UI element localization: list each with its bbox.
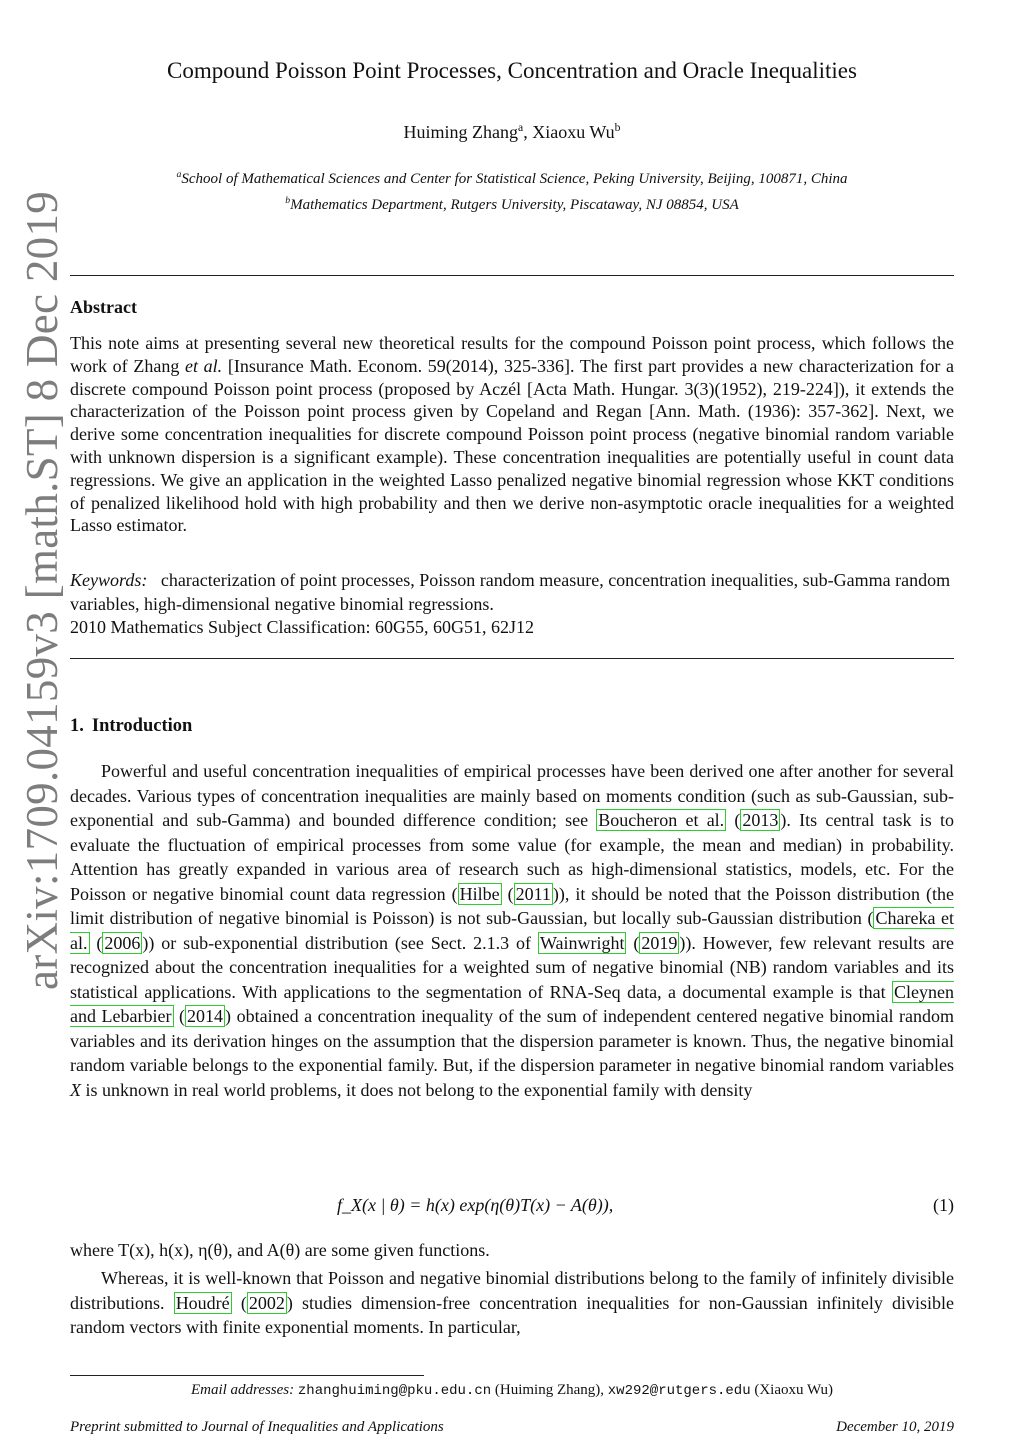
equation-number: (1) [933, 1195, 954, 1215]
affiliations [0, 164, 1024, 216]
author-name: Huiming Zhang [403, 122, 519, 142]
footnote [0, 1382, 1024, 1399]
author-line [0, 121, 1024, 143]
citation-link[interactable]: Chareka et al. [70, 908, 954, 953]
paragraph-text: ), it should be noted that the Poisson distribution (the limit distribution of negative binomial is Poisson) is not sub-Gaussian, but locally sub-Gaussian distribution ( [70, 883, 954, 928]
footnote-name: (Huiming Zhang), [494, 1382, 605, 1398]
section-number: 1. [70, 716, 84, 736]
intro-paragraph-1: Powerful and useful concentration inequalities of empirical processes have been derived one after another for several decades. Various types of concentration inequalities are mainly based on moments condition (such as sub-Gaussian, sub-exponential and sub-Gamma) and bounded difference condition; see Boucheron et al. ( 2013 ). Its central task is to evaluate the fluctuation of empirical processes from some value (for example, the mean and median) in probability. Attention has greatly expanded in various area of research such as high-dimensional statistics, models, etc. For the Poisson or negative binomial count data regression ( Hilbe ( 2011 )), it should be noted that the Poisson distribution (the limit distribution of negative binomial is Poisson) is not sub-Gaussian, but locally sub-Gaussian distribution ( Chareka et al. ( 2006 )) or sub-exponential distribution (see Sect. 2.1.3 of Wainwright ( 2019 )). However, few relevant results are recognized about the concentration inequalities for a weighted sum of negative binomial (NB) random variables and its statistical applications. With applications to the segmentation of RNA-Seq data, a documental example is that Cleynen and Lebarbier ( 2014 ) obtained a concentration inequality of the sum of independent centered negative binomial random variables and its derivation hinges on the assumption that the dispersion parameter is known. Thus, the negative binomial random variable belongs to the exponential family. But, if the dispersion parameter in negative binomial random variables X is unknown in real world problems, it does not belong to the exponential family with density [70, 761, 954, 1100]
citation-year-link[interactable]: 2002 [248, 1292, 285, 1313]
paragraph-text: Whereas, it is well-known that Poisson and negative binomial distributions belong to the family of infinitely divisible distributions. [70, 1268, 954, 1313]
paragraph-text: ). However, few relevant results are recognized about the concentration inequalities for a weighted sum of negative binomial (NB) random variables and its statistical applications. With applications to the segmentation of RNA-Seq data, a documental example is that [70, 932, 954, 1002]
affiliation-b [0, 190, 1024, 216]
abstract-body [70, 332, 954, 537]
paragraph-text: obtained a concentration inequality of the sum of independent centered negative binomial random variables and its derivation hinges on the assumption that the dispersion parameter is known. Thus, the negative binomial random variable belongs to the exponential family. But, if the dispersion parameter in negative binomial random variables [70, 1006, 954, 1075]
paragraph-text: studies dimension-free concentration inequalities for non-Gaussian infinitely divisible random vectors with finite exponential moments. In particular, [70, 1292, 955, 1337]
citation-year-link[interactable]: 2011 [515, 883, 551, 904]
paper-title: Compound Poisson Point Processes, Concentration and Oracle Inequalities [167, 58, 857, 83]
keywords-label: Keywords: [70, 570, 148, 590]
keywords-text: characterization of point processes, Poisson random measure, concentration inequalities, sub-Gamma random variables, high-dimensional negative binomial regressions. [70, 570, 951, 614]
author-name: Xiaoxu Wu [532, 122, 615, 142]
affil-text: School of Mathematical Sciences and Center for Statistical Science, Peking University, Beijing, 100871, China [181, 171, 848, 187]
citation-link[interactable]: Boucheron et al. [598, 810, 725, 830]
citation-link[interactable]: Cleynen and Lebarbier [70, 981, 954, 1026]
citation-link[interactable]: Houdré [175, 1292, 230, 1313]
paragraph-text: is unknown in real world problems, it does not belong to the exponential family with density [81, 1079, 753, 1100]
abstract-text: [Insurance Math. Econom. 59(2014), 325-336]. The first part provides a new characterization for a discrete compound Poisson point process (proposed by Aczél [Acta Math. Hungar. 3(3)(1952), 219-224]), it extends the characterization of the Poisson point process given by Copeland and Regan [Ann. Math. (1936): 357-362]. Next, we derive some concentration inequalities for discrete compound Poisson point process (negative binomial random variable with unknown dispersion is a significant example). These concentration inequalities are potentially useful in count data regressions. We give an application in the weighted Lasso penalized negative binomial regression whose KKT conditions of penalized likelihood hold with high probability and then we derive non-asymptotic oracle inequalities for a weighted Lasso estimator. [70, 355, 954, 536]
abstract-text: This note aims at presenting several new theoretical results for the compound Poisson point process, which follows the work of Zhang [70, 333, 954, 376]
affiliation-a [0, 164, 1024, 190]
math-variable: X [70, 1079, 81, 1100]
abstract-bottom-rule [70, 658, 954, 659]
paragraph-text: ) or sub-exponential distribution (see Sect. 2.1.3 of [148, 932, 538, 953]
equation-body: f_X(x | θ) = h(x) exp(η(θ)T(x) − A(θ)), [337, 1195, 614, 1215]
section-title: Introduction [91, 716, 193, 736]
footnote-name: (Xiaoxu Wu) [754, 1382, 834, 1398]
msc-classification: 2010 Mathematics Subject Classification: 60G55, 60G51, 62J12 [70, 617, 534, 637]
equation-explanation: where T(x), h(x), η(θ), and A(θ) are some given functions. [70, 1240, 490, 1260]
abstract-heading: Abstract [70, 297, 137, 317]
email-link[interactable]: zhanghuiming@pku.edu.cn [297, 1383, 492, 1399]
author-affil-mark: a [518, 121, 524, 134]
author-separator: , [523, 122, 533, 142]
affil-mark: a [176, 169, 182, 180]
footnote-rule [70, 1375, 424, 1376]
paragraph-text: . Its central task is to evaluate the fluctuation of empirical processes from some value (for example, the mean and median) in probability. Attention has greatly expanded in various area of research such as high-dimensional statistics, models, etc. For the Poisson or negative binomial count data regression ( [70, 810, 954, 904]
abstract-top-rule [70, 275, 954, 276]
affil-mark: b [285, 195, 291, 206]
arxiv-stamp: arXiv:1709.04159v3 [math.ST] 8 Dec 2019 [17, 190, 67, 990]
citation-year-link[interactable]: 2006 [104, 932, 141, 953]
citation-link[interactable]: Wainwright [539, 932, 625, 953]
citation-year-link[interactable]: 2014 [187, 1006, 224, 1026]
author-affil-mark: b [614, 121, 621, 134]
abstract-etal: et al. [185, 355, 223, 376]
preprint-date: December 10, 2019 [836, 1419, 954, 1435]
paragraph-text: Powerful and useful concentration inequalities of empirical processes have been derived one after another for several decades. Various types of concentration inequalities are mainly based on moments condition (such as sub-Gaussian, sub-exponential and sub-Gamma) and bounded difference condition; see [70, 761, 954, 830]
citation-year-link[interactable]: 2019 [641, 932, 678, 953]
affil-text: Mathematics Department, Rutgers University, Piscataway, NJ 08854, USA [290, 197, 739, 213]
preprint-note: Preprint submitted to Journal of Inequalities and Applications [70, 1419, 444, 1435]
keywords [70, 568, 954, 616]
section-heading [70, 716, 200, 737]
citation-year-link[interactable]: 2013 [742, 810, 779, 830]
email-link[interactable]: xw292@rutgers.edu [607, 1383, 751, 1399]
citation-link[interactable]: Hilbe [459, 883, 500, 904]
intro-paragraph-2: Whereas, it is well-known that Poisson and negative binomial distributions belong to the family of infinitely divisible distributions. Houdré ( 2002 ) studies dimension-free concentration inequalities for non-Gaussian infinitely divisible random vectors with finite exponential moments. In particular, [70, 1268, 955, 1337]
footnote-label: Email addresses: [190, 1382, 295, 1398]
